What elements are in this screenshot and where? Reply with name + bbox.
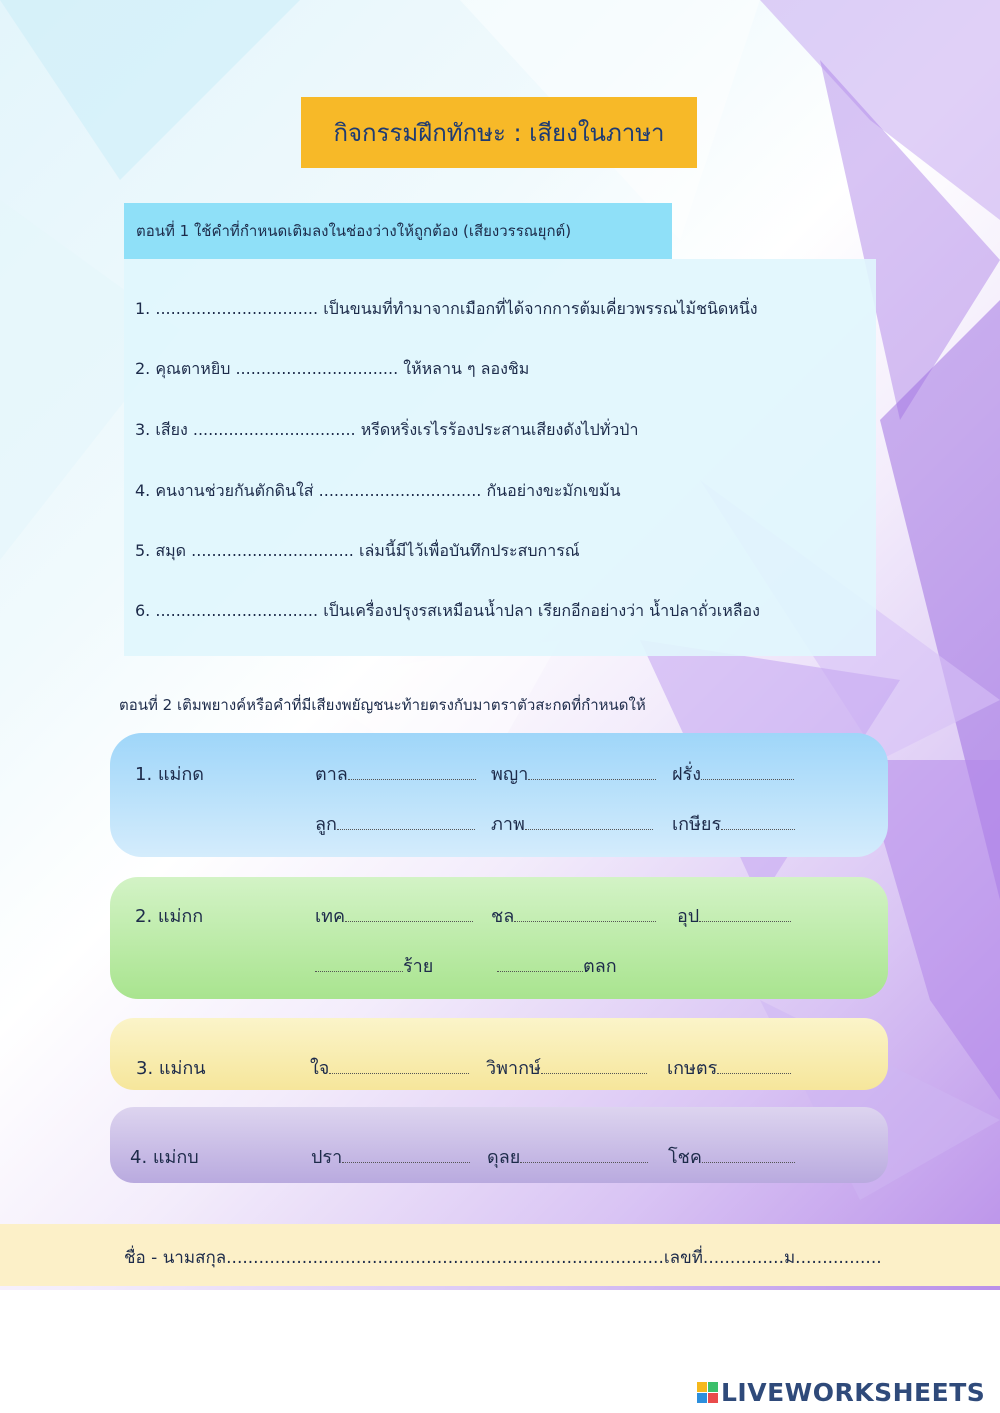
blank-line[interactable] [699,905,791,922]
group-band-2 [110,877,888,999]
blank-line[interactable] [525,813,653,830]
group-band-1 [110,733,888,857]
part2-heading: ตอนที่ 2 เติมพยางค์หรือคำที่มีเสียงพยัญชนะท้ายตรงกับมาตราตัวสะกดที่กำหนดให้ [119,696,646,714]
word-stem: ภาพ [491,814,525,835]
blank-line[interactable] [345,905,473,922]
part1-item-6: 6. ................................ เป็นเครื่องปรุงรสเหมือนน้ำปลา เรียกอีกอย่างว่า น้ำปลาถั่วเหลือง [135,601,760,620]
blank-line[interactable] [528,763,656,780]
part1-item-5: 5. สมุด ................................ เล่มนี้มีไว้เพื่อบันทึกประสบการณ์ [135,541,580,560]
fill-blank[interactable] [497,951,617,980]
part1-item-3: 3. เสียง ................................ หรีดหริ่งเรไรร้องประสานเสียงดังไปทั่วป่า [135,420,639,439]
fill-blank[interactable] [311,1142,470,1171]
fill-blank[interactable] [315,759,476,788]
blank-line[interactable] [520,1146,648,1163]
fill-blank[interactable] [672,759,794,788]
word-stem: ปรา [311,1147,343,1168]
group-label: 3. แม่กน [136,1058,206,1079]
fill-blank[interactable] [315,901,473,930]
blank-line[interactable] [717,1057,791,1074]
student-name-line[interactable]: ชื่อ - นามสกุล.................................................................................เลขที่...............ม................ [124,1248,882,1268]
blank-line[interactable] [514,905,656,922]
part1-item-1: 1. ................................ เป็นขนมที่ทำมาจากเมือกที่ได้จากการต้มเคี่ยวพรรณไม้ชนิดหนึ่ง [135,299,758,318]
liveworksheets-logo [697,1378,985,1407]
word-stem: วิพากษ์ [486,1058,541,1079]
blank-line[interactable] [329,1057,469,1074]
fill-blank[interactable] [486,1053,647,1082]
group-label: 4. แม่กบ [130,1147,199,1168]
blank-line[interactable] [348,763,476,780]
blank-line[interactable] [702,1146,795,1163]
word-stem: ตาล [315,764,348,785]
blank-line[interactable] [342,1146,470,1163]
word-stem: ตลก [583,956,617,977]
fill-blank[interactable] [315,809,475,838]
word-stem: พญา [491,764,529,785]
logo-text: LIVEWORKSHEETS [721,1378,986,1407]
blank-line[interactable] [315,955,403,972]
fill-blank[interactable] [310,1053,469,1082]
fill-blank[interactable] [667,1053,791,1082]
group-label: 1. แม่กด [135,764,204,785]
blank-line[interactable] [337,813,475,830]
fill-blank[interactable] [491,759,656,788]
fill-blank[interactable] [677,901,791,930]
blank-line[interactable] [701,763,794,780]
word-stem: โชค [668,1147,702,1168]
worksheet-title: กิจกรรมฝึกทักษะ : เสียงในภาษา [301,97,697,168]
logo-icon [697,1382,718,1403]
fill-blank[interactable] [672,809,795,838]
word-stem: ใจ [310,1058,330,1079]
word-stem: ร้าย [403,956,434,977]
word-stem: ลูก [315,814,337,835]
word-stem: ดุลย [487,1147,521,1168]
word-stem: เทค [315,906,346,927]
word-stem: อุป [677,906,700,927]
fill-blank[interactable] [315,951,433,980]
word-stem: ชล [491,906,515,927]
fill-blank[interactable] [491,809,653,838]
word-stem: เกษตร [667,1058,718,1079]
fill-blank[interactable] [487,1142,648,1171]
blank-line[interactable] [497,955,583,972]
part1-item-4: 4. คนงานช่วยกันตักดินใส่ ................................ กันอย่างขะมักเขม้น [135,481,621,500]
fill-blank[interactable] [491,901,656,930]
word-stem: เกษียร [672,814,722,835]
part1-item-2: 2. คุณตาหยิบ ................................ ให้หลาน ๆ ลองชิม [135,359,530,378]
blank-line[interactable] [541,1057,647,1074]
group-label: 2. แม่กก [135,906,204,927]
fill-blank[interactable] [668,1142,795,1171]
blank-line[interactable] [721,813,795,830]
word-stem: ฝรั่ง [672,764,702,785]
part1-heading: ตอนที่ 1 ใช้คำที่กำหนดเติมลงในช่องว่างให้ถูกต้อง (เสียงวรรณยุกต์) [124,203,672,259]
